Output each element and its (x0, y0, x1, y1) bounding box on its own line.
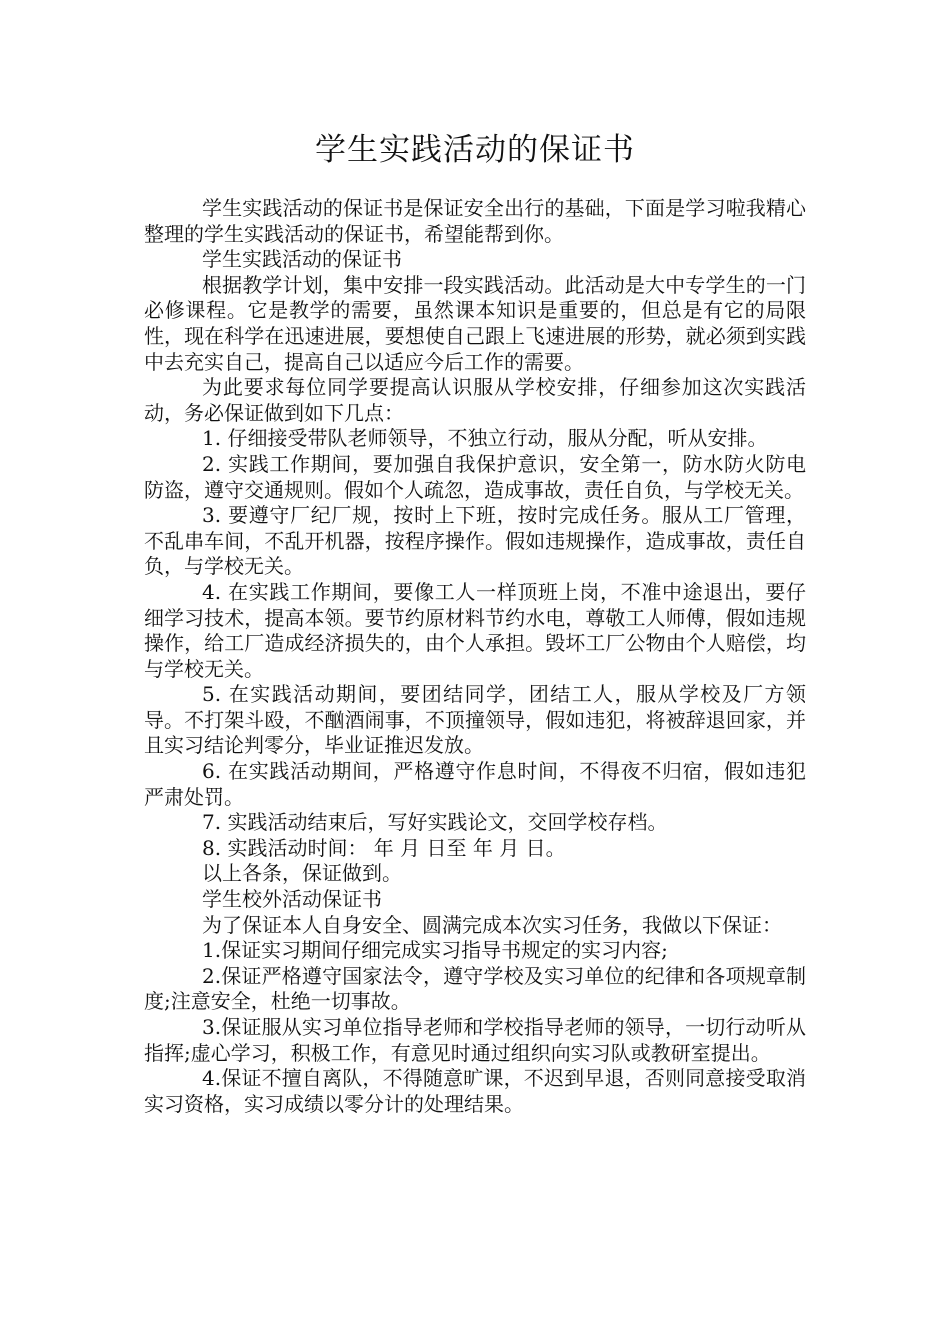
body-paragraph: 为了保证本人自身安全、圆满完成本次实习任务，我做以下保证： (202, 912, 782, 937)
body-paragraph: 根据教学计划，集中安排一段实践活动。此活动是大中专学生的一门必修课程。它是教学的需要，虽然课本知识是重要的，但总是有它的局限性，现在科学在迅速进展，要想使自己跟上飞速进展的形势，就必须到实践中去充实自己，提高自己以适应今后工作的需要。 (144, 272, 806, 374)
rule-item: 3. 要遵守厂纪厂规，按时上下班，按时完成任务。服从工厂管理，不乱串车间，不乱开机器，按程序操作。假如违规操作，造成事故，责任自负，与学校无关。 (144, 503, 806, 579)
section-heading-practice: 学生实践活动的保证书 (202, 247, 402, 272)
document-title: 学生实践活动的保证书 (315, 132, 635, 168)
rule-item: 4. 在实践工作期间，要像工人一样顶班上岗，不准中途退出，要仔细学习技术，提高本领。要节约原材料节约水电，尊敬工人师傅，假如违规操作，给工厂造成经济损失的，由个人承担。毁坏工厂公物由个人赔偿，均与学校无关。 (144, 579, 806, 681)
rule-item: 7. 实践活动结束后，写好实践论文，交回学校存档。 (202, 810, 668, 835)
rule-item: 6. 在实践活动期间，严格遵守作息时间，不得夜不归宿，假如违犯严肃处罚。 (144, 759, 806, 809)
rule-item: 8. 实践活动时间： 年 月 日至 年 月 日。 (202, 835, 566, 860)
body-paragraph: 为此要求每位同学要提高认识服从学校安排，仔细参加这次实践活动，务必保证做到如下几点： (144, 375, 806, 425)
rule-item: 5. 在实践活动期间，要团结同学，团结工人，服从学校及厂方领导。不打架斗殴，不酗酒闹事，不顶撞领导，假如违犯，将被辞退回家，并且实习结论判零分，毕业证推迟发放。 (144, 682, 806, 758)
pledge-item: 3.保证服从实习单位指导老师和学校指导老师的领导，一切行动听从指挥;虚心学习，积极工作，有意见时通过组织向实习队或教研室提出。 (144, 1015, 806, 1065)
closing-line: 以上各条，保证做到。 (202, 861, 402, 886)
rule-item: 1. 仔细接受带队老师领导，不独立行动，服从分配，听从安排。 (202, 426, 768, 451)
pledge-item: 1.保证实习期间仔细完成实习指导书规定的实习内容; (202, 938, 668, 963)
rule-item: 2. 实践工作期间，要加强自我保护意识，安全第一，防水防火防电防盗，遵守交通规则。假如个人疏忽，造成事故，责任自负，与学校无关。 (144, 451, 806, 502)
document-body (144, 196, 806, 1117)
pledge-item: 2.保证严格遵守国家法令，遵守学校及实习单位的纪律和各项规章制度;注意安全，杜绝一切事故。 (144, 963, 806, 1014)
pledge-item: 4.保证不擅自离队，不得随意旷课，不迟到早退，否则同意接受取消实习资格，实习成绩以零分计的处理结果。 (144, 1066, 806, 1116)
section-heading-offcampus: 学生校外活动保证书 (202, 887, 382, 912)
intro-paragraph: 学生实践活动的保证书是保证安全出行的基础，下面是学习啦我精心整理的学生实践活动的保证书，希望能帮到你。 (144, 196, 806, 246)
